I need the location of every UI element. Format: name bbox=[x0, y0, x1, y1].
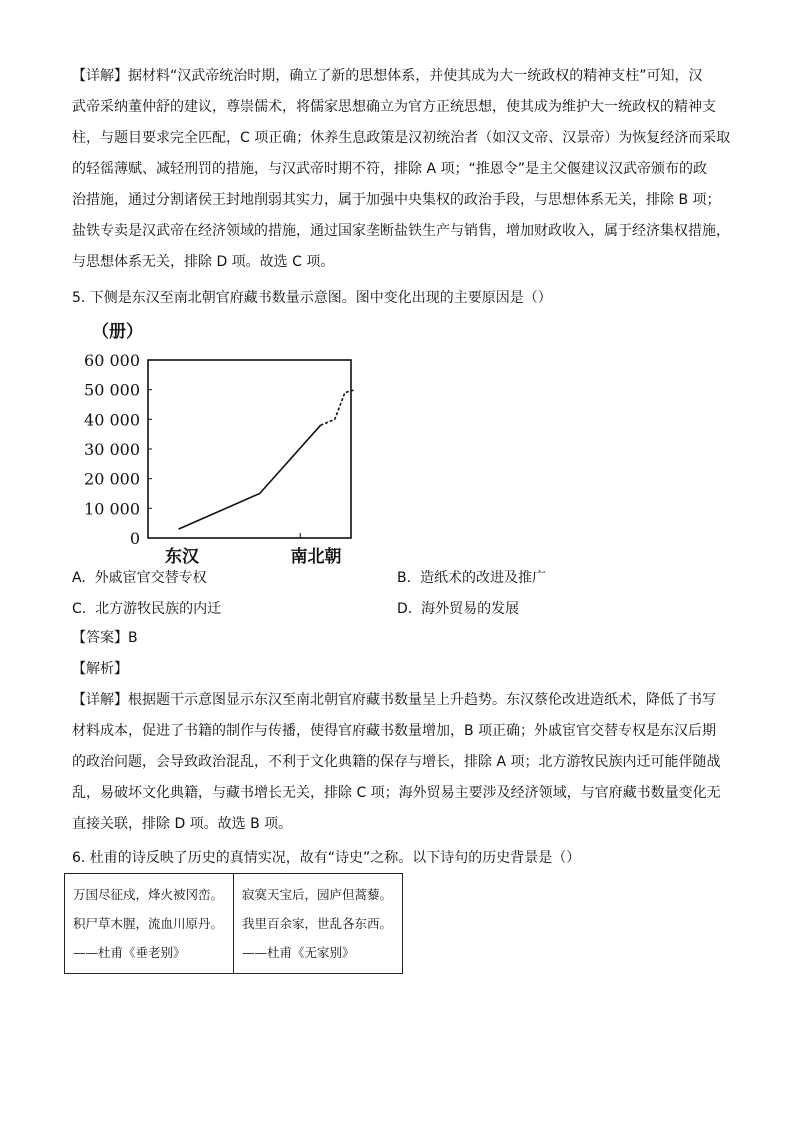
option-text: 造纸术的改进及推广 bbox=[419, 570, 546, 586]
text-line: 盐铁专卖是汉武帝在经济领域的措施，通过国家垄断盐铁生产与销售，增加财政收入，属于经济集权措施， bbox=[72, 223, 730, 239]
option-d bbox=[397, 598, 519, 618]
text-line: 治措施，通过分割诸侯王封地削弱其实力，属于加强中央集权的政治手段，与思想体系无关，排除 B 项； bbox=[72, 192, 721, 208]
option-label: D. bbox=[397, 601, 413, 617]
x-axis-label: 东汉 bbox=[165, 547, 199, 565]
poem-cell-1 bbox=[65, 874, 234, 974]
question-5-stem: 5. 下侧是东汉至南北朝官府藏书数量示意图。图中变化出现的主要原因是（） bbox=[72, 290, 552, 306]
option-label: B. bbox=[397, 570, 412, 586]
y-ticks bbox=[84, 351, 300, 548]
poem-line: 寂寞天宝后，园庐但蒿藜。 bbox=[242, 887, 393, 902]
poem-cell-2 bbox=[234, 874, 403, 974]
poem-line: 万国尽征戍，烽火被冈峦。 bbox=[73, 887, 224, 902]
explanation-paragraph-q4 bbox=[72, 61, 732, 278]
option-text: 外戚宦官交替专权 bbox=[94, 570, 207, 586]
text-line: 的轻徭薄赋、减轻刑罚的措施，与汉武帝时期不符，排除 A 项；“推恩令”是主父偃建议汉武帝颁布的政 bbox=[72, 161, 707, 177]
y-tick-label: 10 000 bbox=[84, 499, 140, 519]
book-count-chart bbox=[60, 315, 370, 565]
option-text: 北方游牧民族的内迁 bbox=[95, 601, 222, 617]
option-c bbox=[72, 598, 221, 618]
text-line: 柱，与题目要求完全匹配，C 项正确；休养生息政策是汉初统治者（如汉文帝、汉景帝）为恢复经济而采取 bbox=[72, 130, 731, 146]
y-tick-label: 30 000 bbox=[84, 440, 140, 459]
plot-frame bbox=[148, 360, 351, 538]
text-line: 武帝采纳董仲舒的建议，尊崇儒术，将儒家思想确立为官方正统思想，使其成为维护大一统政权的精神支 bbox=[72, 99, 716, 115]
x-axis-label: 南北朝 bbox=[290, 547, 342, 565]
poem-line: 我里百余家，世乱各东西。 bbox=[242, 916, 393, 931]
answer-section-q5 bbox=[72, 623, 732, 840]
option-b bbox=[397, 567, 546, 587]
text-line: 的政治问题，会导致政治混乱，不利于文化典籍的保存与增长，排除 A 项；北方游牧民族内迁可能伴随战 bbox=[72, 754, 721, 770]
answer-line: 【答案】B bbox=[72, 630, 138, 646]
poem-line: 积尸草木腥，流血川原丹。 bbox=[73, 916, 224, 931]
y-tick-label: 60 000 bbox=[84, 351, 140, 370]
option-label: C. bbox=[72, 601, 87, 617]
text-line: 乱，易破坏文化典籍，与藏书增长无关，排除 C 项；海外贸易主要涉及经济领域，与官府藏书数量变化无 bbox=[72, 785, 721, 801]
text-line: 【详解】根据题干示意图显示东汉至南北朝官府藏书数量呈上升趋势。东汉蔡伦改进造纸术，降低了书写 bbox=[72, 692, 716, 708]
option-text: 海外贸易的发展 bbox=[421, 601, 520, 617]
poem-source: ——杜甫《无家别》 bbox=[242, 945, 355, 960]
poem-source: ——杜甫《垂老别》 bbox=[73, 945, 186, 960]
y-tick-label: 20 000 bbox=[84, 469, 140, 489]
series-line-dashed bbox=[321, 390, 356, 426]
analysis-heading: 【解析】 bbox=[72, 661, 128, 677]
y-unit-label: （册） bbox=[92, 322, 143, 342]
y-tick-label: 40 000 bbox=[84, 410, 140, 430]
text-line: 【详解】据材料“汉武帝统治时期，确立了新的思想体系，并使其成为大一统政权的精神支柱”可知，汉 bbox=[72, 68, 703, 84]
question-6-stem: 6. 杜甫的诗反映了历史的真情实况，故有“诗史”之称。以下诗句的历史背景是（） bbox=[72, 850, 581, 866]
series-line-solid bbox=[179, 425, 321, 529]
poem-table bbox=[64, 873, 403, 974]
x-labels bbox=[165, 546, 342, 565]
data-lines bbox=[179, 390, 356, 529]
text-line: 直接关联，排除 D 项。故选 B 项。 bbox=[72, 816, 293, 832]
y-tick-label: 0 bbox=[129, 529, 140, 548]
text-line: 材料成本，促进了书籍的制作与传播，使得官府藏书数量增加，B 项正确；外戚宦官交替专权是东汉后期 bbox=[72, 723, 717, 739]
y-tick-label: 50 000 bbox=[84, 380, 140, 400]
option-a bbox=[72, 567, 207, 587]
option-label: A. bbox=[72, 570, 86, 586]
text-line: 与思想体系无关，排除 D 项。故选 C 项。 bbox=[72, 254, 335, 270]
